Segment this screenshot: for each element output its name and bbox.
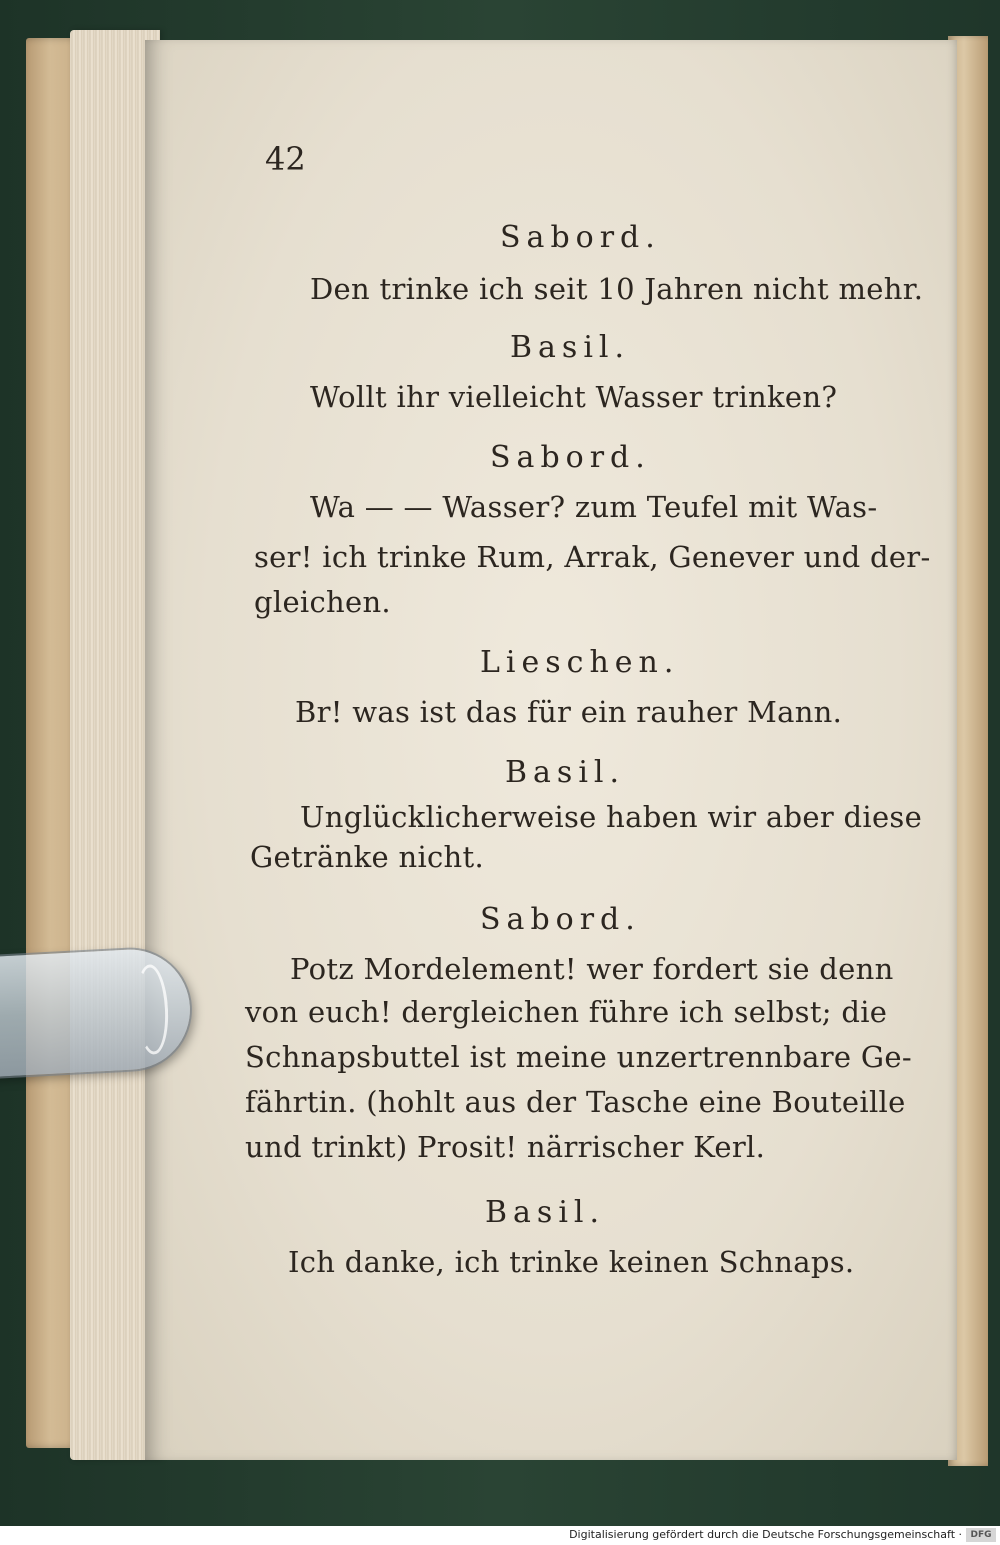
speaker-name: Lieschen. [480,645,680,680]
dialogue-line: Schnapsbuttel ist meine unzertrennbare Ge- [245,1040,912,1074]
funding-notice: Digitalisierung gefördert durch die Deutsche Forschungsgemeinschaft · [569,1528,962,1541]
dialogue-line: Br! was ist das für ein rauher Mann. [295,695,843,729]
digitization-footer [0,1526,1000,1545]
dialogue-line: Unglücklicherweise haben wir aber diese [300,800,923,834]
dfg-logo: DFG [966,1528,996,1542]
speaker-name: Basil. [485,1195,606,1230]
dialogue-line: ser! ich trinke Rum, Arrak, Genever und der- [254,540,931,574]
dialogue-line: gleichen. [254,585,391,619]
speaker-name: Basil. [510,330,631,365]
speaker-name: Sabord. [480,902,641,937]
speaker-name: Sabord. [490,440,651,475]
dialogue-line: Wollt ihr vielleicht Wasser trinken? [310,380,838,414]
dialogue-line: Den trinke ich seit 10 Jahren nicht mehr. [310,272,924,306]
dialogue-line: von euch! dergleichen führe ich selbst; die [245,995,888,1029]
dialogue-line: Potz Mordelement! wer fordert sie denn [290,952,894,986]
glass-page-clamp [0,947,193,1078]
speaker-name: Sabord. [500,220,661,255]
dialogue-line: Getränke nicht. [250,840,485,874]
dialogue-line: und trinkt) Prosit! närrischer Kerl. [245,1130,766,1164]
page-number: 42 [265,140,306,178]
speaker-name: Basil. [505,755,626,790]
dialogue-line: Wa — — Wasser? zum Teufel mit Was- [310,490,878,524]
dialogue-line: fährtin. (hohlt aus der Tasche eine Bouteille [245,1085,906,1119]
dialogue-line: Ich danke, ich trinke keinen Schnaps. [288,1245,855,1279]
